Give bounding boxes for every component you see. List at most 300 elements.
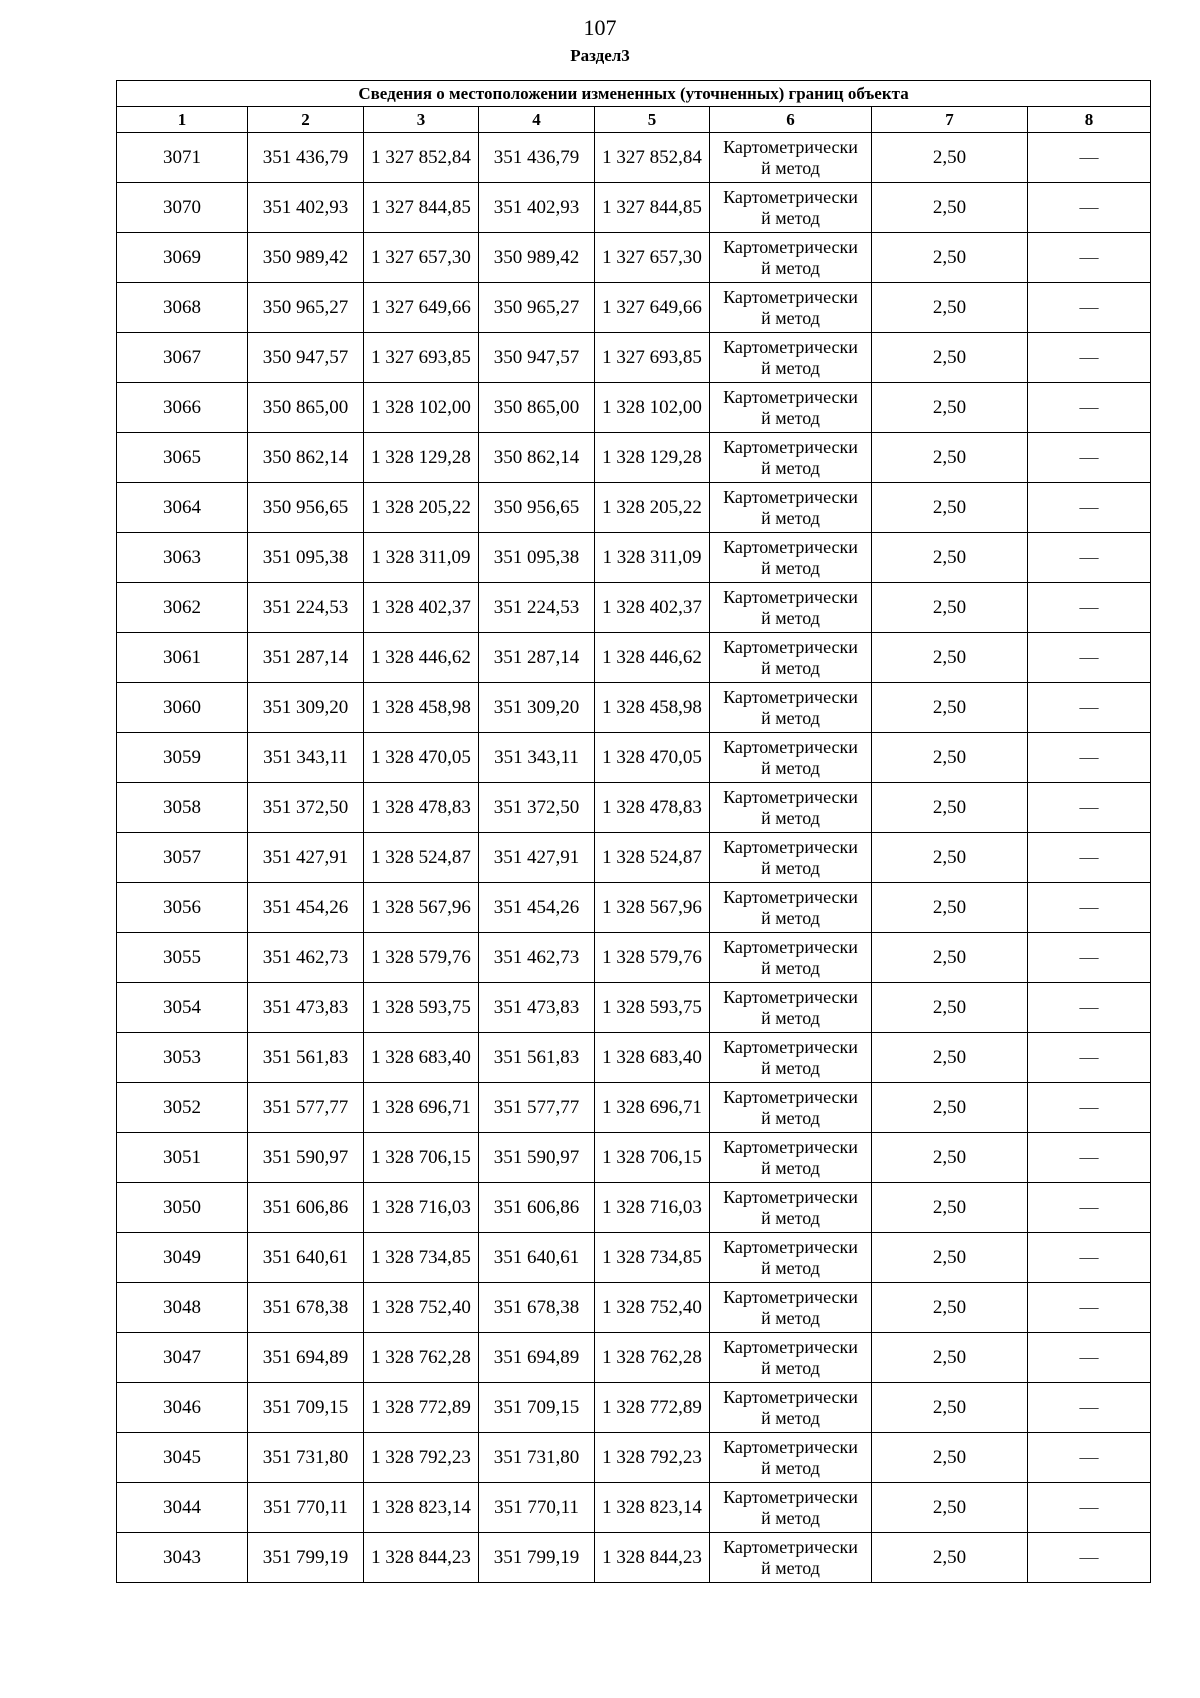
method-text-line: й метод	[761, 1157, 820, 1178]
table-row	[117, 783, 1151, 833]
y-coordinate-cell: 1 328 579,76	[364, 933, 479, 983]
x-coordinate-cell: 350 862,14	[479, 433, 595, 483]
method-text-line: Картометрически	[723, 586, 858, 607]
point-number-cell: 3055	[117, 933, 248, 983]
y-coordinate-cell: 1 328 478,83	[364, 783, 479, 833]
method-text-line: Картометрически	[723, 686, 858, 707]
point-number-cell: 3046	[117, 1383, 248, 1433]
method-text-line: Картометрически	[723, 786, 858, 807]
x-coordinate-cell: 351 095,38	[479, 533, 595, 583]
description-cell: —	[1028, 633, 1151, 683]
x-coordinate-cell: 351 770,11	[248, 1483, 364, 1533]
x-coordinate-cell: 350 865,00	[248, 383, 364, 433]
point-number-cell: 3059	[117, 733, 248, 783]
x-coordinate-cell: 351 694,89	[248, 1333, 364, 1383]
x-coordinate-cell: 350 989,42	[248, 233, 364, 283]
y-coordinate-cell: 1 328 205,22	[364, 483, 479, 533]
column-number: 8	[1028, 107, 1151, 133]
accuracy-cell: 2,50	[872, 1033, 1028, 1083]
method-cell	[710, 733, 872, 783]
x-coordinate-cell: 350 862,14	[248, 433, 364, 483]
x-coordinate-cell: 351 309,20	[479, 683, 595, 733]
method-cell	[710, 1183, 872, 1233]
column-number: 6	[710, 107, 872, 133]
table-row	[117, 583, 1151, 633]
column-number: 7	[872, 107, 1028, 133]
y-coordinate-cell: 1 328 706,15	[595, 1133, 710, 1183]
table-row	[117, 1333, 1151, 1383]
method-text-line: Картометрически	[723, 1186, 858, 1207]
method-text-line: й метод	[761, 1557, 820, 1578]
table-row	[117, 283, 1151, 333]
description-cell: —	[1028, 1083, 1151, 1133]
accuracy-cell: 2,50	[872, 683, 1028, 733]
accuracy-cell: 2,50	[872, 933, 1028, 983]
table-row	[117, 1533, 1151, 1583]
accuracy-cell: 2,50	[872, 1433, 1028, 1483]
point-number-cell: 3043	[117, 1533, 248, 1583]
table-row	[117, 633, 1151, 683]
y-coordinate-cell: 1 328 762,28	[364, 1333, 479, 1383]
description-cell: —	[1028, 383, 1151, 433]
description-cell: —	[1028, 433, 1151, 483]
method-cell	[710, 633, 872, 683]
point-number-cell: 3047	[117, 1333, 248, 1383]
method-text-line: й метод	[761, 607, 820, 628]
y-coordinate-cell: 1 328 524,87	[595, 833, 710, 883]
y-coordinate-cell: 1 328 823,14	[595, 1483, 710, 1533]
method-cell	[710, 283, 872, 333]
description-cell: —	[1028, 683, 1151, 733]
method-cell	[710, 183, 872, 233]
x-coordinate-cell: 351 462,73	[479, 933, 595, 983]
y-coordinate-cell: 1 328 129,28	[364, 433, 479, 483]
method-text-line: й метод	[761, 1207, 820, 1228]
y-coordinate-cell: 1 328 844,23	[595, 1533, 710, 1583]
method-cell	[710, 233, 872, 283]
description-cell: —	[1028, 883, 1151, 933]
point-number-cell: 3068	[117, 283, 248, 333]
accuracy-cell: 2,50	[872, 733, 1028, 783]
x-coordinate-cell: 350 956,65	[248, 483, 364, 533]
accuracy-cell: 2,50	[872, 1383, 1028, 1433]
x-coordinate-cell: 351 561,83	[248, 1033, 364, 1083]
accuracy-cell: 2,50	[872, 533, 1028, 583]
description-cell: —	[1028, 1533, 1151, 1583]
x-coordinate-cell: 351 678,38	[248, 1283, 364, 1333]
x-coordinate-cell: 351 287,14	[479, 633, 595, 683]
accuracy-cell: 2,50	[872, 233, 1028, 283]
table-row	[117, 733, 1151, 783]
method-text-line: Картометрически	[723, 1086, 858, 1107]
y-coordinate-cell: 1 328 470,05	[364, 733, 479, 783]
method-cell	[710, 483, 872, 533]
table-row	[117, 133, 1151, 183]
x-coordinate-cell: 351 454,26	[248, 883, 364, 933]
y-coordinate-cell: 1 328 823,14	[364, 1483, 479, 1533]
y-coordinate-cell: 1 328 844,23	[364, 1533, 479, 1583]
table-row	[117, 1183, 1151, 1233]
accuracy-cell: 2,50	[872, 433, 1028, 483]
section-label: Раздел3	[570, 46, 630, 65]
method-text-line: Картометрически	[723, 1036, 858, 1057]
y-coordinate-cell: 1 328 458,98	[595, 683, 710, 733]
method-text-line: й метод	[761, 757, 820, 778]
y-coordinate-cell: 1 328 752,40	[595, 1283, 710, 1333]
point-number-cell: 3069	[117, 233, 248, 283]
y-coordinate-cell: 1 328 706,15	[364, 1133, 479, 1183]
method-cell	[710, 933, 872, 983]
accuracy-cell: 2,50	[872, 1083, 1028, 1133]
method-text-line: й метод	[761, 307, 820, 328]
point-number-cell: 3053	[117, 1033, 248, 1083]
point-number-cell: 3044	[117, 1483, 248, 1533]
x-coordinate-cell: 351 436,79	[479, 133, 595, 183]
method-text-line: й метод	[761, 707, 820, 728]
method-text-line: Картометрически	[723, 1486, 858, 1507]
x-coordinate-cell: 351 577,77	[248, 1083, 364, 1133]
point-number-cell: 3062	[117, 583, 248, 633]
description-cell: —	[1028, 333, 1151, 383]
method-text-line: й метод	[761, 1107, 820, 1128]
y-coordinate-cell: 1 328 567,96	[364, 883, 479, 933]
table-row	[117, 683, 1151, 733]
y-coordinate-cell: 1 328 752,40	[364, 1283, 479, 1333]
accuracy-cell: 2,50	[872, 1483, 1028, 1533]
y-coordinate-cell: 1 328 792,23	[595, 1433, 710, 1483]
y-coordinate-cell: 1 328 772,89	[364, 1383, 479, 1433]
table-row	[117, 533, 1151, 583]
accuracy-cell: 2,50	[872, 1183, 1028, 1233]
description-cell: —	[1028, 1233, 1151, 1283]
point-number-cell: 3045	[117, 1433, 248, 1483]
x-coordinate-cell: 351 731,80	[248, 1433, 364, 1483]
y-coordinate-cell: 1 328 470,05	[595, 733, 710, 783]
x-coordinate-cell: 350 947,57	[479, 333, 595, 383]
description-cell: —	[1028, 1033, 1151, 1083]
point-number-cell: 3057	[117, 833, 248, 883]
method-text-line: Картометрически	[723, 286, 858, 307]
accuracy-cell: 2,50	[872, 983, 1028, 1033]
method-cell	[710, 1283, 872, 1333]
description-cell: —	[1028, 233, 1151, 283]
x-coordinate-cell: 351 577,77	[479, 1083, 595, 1133]
method-text-line: й метод	[761, 207, 820, 228]
point-number-cell: 3050	[117, 1183, 248, 1233]
method-text-line: й метод	[761, 407, 820, 428]
x-coordinate-cell: 351 224,53	[479, 583, 595, 633]
method-cell	[710, 583, 872, 633]
y-coordinate-cell: 1 328 524,87	[364, 833, 479, 883]
x-coordinate-cell: 351 731,80	[479, 1433, 595, 1483]
point-number-cell: 3048	[117, 1283, 248, 1333]
column-number: 3	[364, 107, 479, 133]
y-coordinate-cell: 1 327 649,66	[364, 283, 479, 333]
method-text-line: й метод	[761, 157, 820, 178]
x-coordinate-cell: 351 640,61	[479, 1233, 595, 1283]
point-number-cell: 3071	[117, 133, 248, 183]
method-text-line: й метод	[761, 1357, 820, 1378]
y-coordinate-cell: 1 327 649,66	[595, 283, 710, 333]
method-text-line: Картометрически	[723, 636, 858, 657]
table-row	[117, 983, 1151, 1033]
x-coordinate-cell: 350 989,42	[479, 233, 595, 283]
method-text-line: Картометрически	[723, 936, 858, 957]
table-row	[117, 1483, 1151, 1533]
x-coordinate-cell: 351 640,61	[248, 1233, 364, 1283]
x-coordinate-cell: 350 965,27	[479, 283, 595, 333]
y-coordinate-cell: 1 328 579,76	[595, 933, 710, 983]
method-text-line: й метод	[761, 507, 820, 528]
accuracy-cell: 2,50	[872, 283, 1028, 333]
method-text-line: Картометрически	[723, 1336, 858, 1357]
x-coordinate-cell: 351 561,83	[479, 1033, 595, 1083]
method-text-line: Картометрически	[723, 536, 858, 557]
y-coordinate-cell: 1 328 683,40	[364, 1033, 479, 1083]
point-number-cell: 3051	[117, 1133, 248, 1183]
description-cell: —	[1028, 183, 1151, 233]
table-row	[117, 1433, 1151, 1483]
column-number: 5	[595, 107, 710, 133]
description-cell: —	[1028, 1133, 1151, 1183]
method-text-line: Картометрически	[723, 986, 858, 1007]
table-row	[117, 483, 1151, 533]
method-text-line: Картометрически	[723, 836, 858, 857]
x-coordinate-cell: 350 947,57	[248, 333, 364, 383]
description-cell: —	[1028, 833, 1151, 883]
description-cell: —	[1028, 283, 1151, 333]
table-title: Сведения о местоположении измененных (уточненных) границ объекта	[117, 81, 1151, 107]
accuracy-cell: 2,50	[872, 333, 1028, 383]
method-cell	[710, 683, 872, 733]
point-number-cell: 3061	[117, 633, 248, 683]
x-coordinate-cell: 351 287,14	[248, 633, 364, 683]
x-coordinate-cell: 351 709,15	[248, 1383, 364, 1433]
y-coordinate-cell: 1 328 458,98	[364, 683, 479, 733]
y-coordinate-cell: 1 328 593,75	[364, 983, 479, 1033]
method-cell	[710, 433, 872, 483]
method-text-line: Картометрически	[723, 736, 858, 757]
table-row	[117, 883, 1151, 933]
table-row	[117, 233, 1151, 283]
x-coordinate-cell: 351 590,97	[248, 1133, 364, 1183]
description-cell: —	[1028, 983, 1151, 1033]
accuracy-cell: 2,50	[872, 483, 1028, 533]
table-row	[117, 333, 1151, 383]
table-body	[117, 133, 1151, 1583]
y-coordinate-cell: 1 328 762,28	[595, 1333, 710, 1383]
y-coordinate-cell: 1 327 657,30	[595, 233, 710, 283]
page-number: 107	[583, 15, 617, 40]
x-coordinate-cell: 351 606,86	[248, 1183, 364, 1233]
y-coordinate-cell: 1 327 852,84	[364, 133, 479, 183]
y-coordinate-cell: 1 327 844,85	[595, 183, 710, 233]
method-text-line: й метод	[761, 1307, 820, 1328]
point-number-cell: 3064	[117, 483, 248, 533]
y-coordinate-cell: 1 327 693,85	[595, 333, 710, 383]
method-cell	[710, 333, 872, 383]
x-coordinate-cell: 351 799,19	[479, 1533, 595, 1583]
accuracy-cell: 2,50	[872, 633, 1028, 683]
method-cell	[710, 1133, 872, 1183]
method-cell	[710, 383, 872, 433]
y-coordinate-cell: 1 328 446,62	[364, 633, 479, 683]
table-row	[117, 1083, 1151, 1133]
x-coordinate-cell: 351 709,15	[479, 1383, 595, 1433]
x-coordinate-cell: 351 427,91	[248, 833, 364, 883]
x-coordinate-cell: 351 402,93	[248, 183, 364, 233]
method-cell	[710, 1083, 872, 1133]
method-text-line: Картометрически	[723, 1136, 858, 1157]
y-coordinate-cell: 1 328 734,85	[595, 1233, 710, 1283]
y-coordinate-cell: 1 328 402,37	[364, 583, 479, 633]
method-text-line: й метод	[761, 1407, 820, 1428]
description-cell: —	[1028, 1483, 1151, 1533]
x-coordinate-cell: 351 309,20	[248, 683, 364, 733]
method-text-line: й метод	[761, 657, 820, 678]
method-cell	[710, 783, 872, 833]
method-text-line: й метод	[761, 557, 820, 578]
method-text-line: й метод	[761, 1057, 820, 1078]
y-coordinate-cell: 1 328 311,09	[364, 533, 479, 583]
y-coordinate-cell: 1 328 478,83	[595, 783, 710, 833]
x-coordinate-cell: 351 694,89	[479, 1333, 595, 1383]
x-coordinate-cell: 351 372,50	[248, 783, 364, 833]
method-text-line: Картометрически	[723, 386, 858, 407]
method-text-line: Картометрически	[723, 436, 858, 457]
column-number: 4	[479, 107, 595, 133]
method-text-line: Картометрически	[723, 336, 858, 357]
description-cell: —	[1028, 1333, 1151, 1383]
description-cell: —	[1028, 583, 1151, 633]
x-coordinate-cell: 351 224,53	[248, 583, 364, 633]
x-coordinate-cell: 351 095,38	[248, 533, 364, 583]
description-cell: —	[1028, 1383, 1151, 1433]
x-coordinate-cell: 351 606,86	[479, 1183, 595, 1233]
y-coordinate-cell: 1 328 102,00	[595, 383, 710, 433]
description-cell: —	[1028, 533, 1151, 583]
y-coordinate-cell: 1 328 716,03	[364, 1183, 479, 1233]
point-number-cell: 3063	[117, 533, 248, 583]
table-row	[117, 1383, 1151, 1433]
method-cell	[710, 883, 872, 933]
x-coordinate-cell: 351 770,11	[479, 1483, 595, 1533]
description-cell: —	[1028, 133, 1151, 183]
accuracy-cell: 2,50	[872, 1333, 1028, 1383]
method-text-line: Картометрически	[723, 1286, 858, 1307]
y-coordinate-cell: 1 327 844,85	[364, 183, 479, 233]
boundary-table	[116, 80, 1151, 1583]
point-number-cell: 3065	[117, 433, 248, 483]
y-coordinate-cell: 1 328 734,85	[364, 1233, 479, 1283]
x-coordinate-cell: 351 678,38	[479, 1283, 595, 1333]
x-coordinate-cell: 350 956,65	[479, 483, 595, 533]
description-cell: —	[1028, 1283, 1151, 1333]
method-text-line: Картометрически	[723, 236, 858, 257]
column-number: 1	[117, 107, 248, 133]
description-cell: —	[1028, 783, 1151, 833]
method-text-line: Картометрически	[723, 1386, 858, 1407]
table-title-row	[117, 81, 1151, 107]
table-row	[117, 1233, 1151, 1283]
point-number-cell: 3066	[117, 383, 248, 433]
accuracy-cell: 2,50	[872, 183, 1028, 233]
table-row	[117, 433, 1151, 483]
table-row	[117, 933, 1151, 983]
point-number-cell: 3058	[117, 783, 248, 833]
method-text-line: й метод	[761, 907, 820, 928]
method-cell	[710, 133, 872, 183]
method-text-line: й метод	[761, 1507, 820, 1528]
method-text-line: Картометрически	[723, 486, 858, 507]
method-text-line: й метод	[761, 1007, 820, 1028]
point-number-cell: 3049	[117, 1233, 248, 1283]
method-cell	[710, 833, 872, 883]
method-text-line: Картометрически	[723, 136, 858, 157]
point-number-cell: 3060	[117, 683, 248, 733]
y-coordinate-cell: 1 328 102,00	[364, 383, 479, 433]
y-coordinate-cell: 1 328 716,03	[595, 1183, 710, 1233]
x-coordinate-cell: 351 590,97	[479, 1133, 595, 1183]
column-number: 2	[248, 107, 364, 133]
method-text-line: й метод	[761, 1257, 820, 1278]
accuracy-cell: 2,50	[872, 1133, 1028, 1183]
method-cell	[710, 1333, 872, 1383]
y-coordinate-cell: 1 327 852,84	[595, 133, 710, 183]
accuracy-cell: 2,50	[872, 133, 1028, 183]
method-text-line: Картометрически	[723, 1536, 858, 1557]
method-text-line: Картометрически	[723, 186, 858, 207]
accuracy-cell: 2,50	[872, 1233, 1028, 1283]
x-coordinate-cell: 351 454,26	[479, 883, 595, 933]
method-cell	[710, 1033, 872, 1083]
x-coordinate-cell: 351 473,83	[248, 983, 364, 1033]
x-coordinate-cell: 351 372,50	[479, 783, 595, 833]
table-row	[117, 1283, 1151, 1333]
y-coordinate-cell: 1 328 593,75	[595, 983, 710, 1033]
accuracy-cell: 2,50	[872, 783, 1028, 833]
method-text-line: й метод	[761, 807, 820, 828]
y-coordinate-cell: 1 328 567,96	[595, 883, 710, 933]
accuracy-cell: 2,50	[872, 1283, 1028, 1333]
method-cell	[710, 1233, 872, 1283]
x-coordinate-cell: 351 343,11	[479, 733, 595, 783]
y-coordinate-cell: 1 327 657,30	[364, 233, 479, 283]
description-cell: —	[1028, 733, 1151, 783]
y-coordinate-cell: 1 328 205,22	[595, 483, 710, 533]
y-coordinate-cell: 1 328 792,23	[364, 1433, 479, 1483]
method-cell	[710, 1483, 872, 1533]
x-coordinate-cell: 350 965,27	[248, 283, 364, 333]
y-coordinate-cell: 1 328 129,28	[595, 433, 710, 483]
accuracy-cell: 2,50	[872, 583, 1028, 633]
method-text-line: й метод	[761, 257, 820, 278]
point-number-cell: 3067	[117, 333, 248, 383]
method-cell	[710, 1383, 872, 1433]
method-cell	[710, 533, 872, 583]
table-row	[117, 383, 1151, 433]
method-text-line: й метод	[761, 957, 820, 978]
point-number-cell: 3052	[117, 1083, 248, 1133]
table-row	[117, 1033, 1151, 1083]
table-row	[117, 1133, 1151, 1183]
accuracy-cell: 2,50	[872, 883, 1028, 933]
y-coordinate-cell: 1 328 402,37	[595, 583, 710, 633]
method-text-line: й метод	[761, 357, 820, 378]
description-cell: —	[1028, 1433, 1151, 1483]
accuracy-cell: 2,50	[872, 383, 1028, 433]
x-coordinate-cell: 351 799,19	[248, 1533, 364, 1583]
